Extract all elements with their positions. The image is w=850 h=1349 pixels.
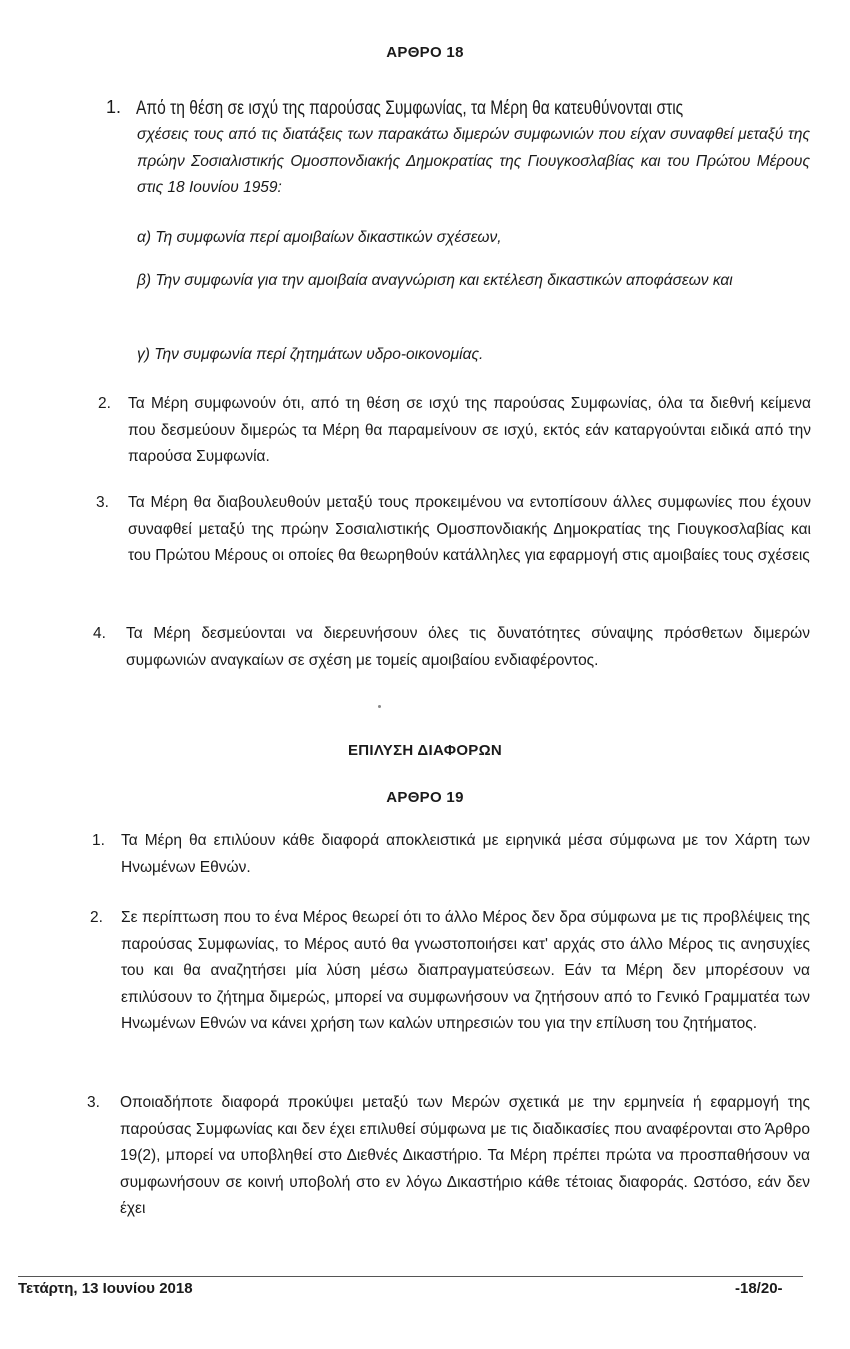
art18-item-a: α) Τη συμφωνία περί αμοιβαίων δικαστικών σχέσεων, bbox=[137, 229, 502, 246]
art18-para-4 bbox=[93, 621, 810, 674]
art19-para-3-number: 3. bbox=[87, 1094, 100, 1111]
art18-para-2-text: Τα Μέρη συμφωνούν ότι, από τη θέση σε ισχύ της παρούσας Συμφωνίας, όλα τα διεθνή κείμενα που δεσμεύουν διμερώς τα Μέρη θα παραμείνουν σε ισχύ, εκτός εάν καταργούνται ειδικά από την παρούσα Συμφωνία. bbox=[128, 395, 811, 465]
art18-item-b: β) Την συμφωνία για την αμοιβαία αναγνώριση και εκτέλεση δικαστικών αποφάσεων και bbox=[137, 272, 733, 289]
art18-para-1-lead: Από τη θέση σε ισχύ της παρούσας Συμφωνίας, τα Μέρη θα κατευθύνονται στις bbox=[136, 98, 684, 119]
art19-para-1-text: Τα Μέρη θα επιλύουν κάθε διαφορά αποκλειστικά με ειρηνικά μέσα σύμφωνα με τον Χάρτη των Ηνωμένων Εθνών. bbox=[121, 832, 810, 876]
art18-para-3-number: 3. bbox=[96, 494, 109, 511]
art19-para-2 bbox=[90, 905, 810, 1038]
art18-para-4-number: 4. bbox=[93, 625, 106, 642]
art18-para-3 bbox=[96, 490, 811, 570]
art18-item-c: γ) Την συμφωνία περί ζητημάτων υδρο-οικονομίας. bbox=[137, 346, 484, 363]
art18-para-2-number: 2. bbox=[98, 395, 111, 412]
article-19-title: ΑΡΘΡΟ 19 bbox=[386, 789, 464, 806]
art18-para-1-number: 1. bbox=[106, 97, 122, 117]
art18-para-1-text: σχέσεις τους από τις διατάξεις των παρακάτω διμερών συμφωνιών που είχαν συναφθεί μεταξύ της πρώην Σοσιαλιστικής Ομοσπονδιακής Δημοκρατίας της Γιουγκοσλαβίας και του Πρώτου Μέρους στις 18 Ιουνίου 1959: bbox=[137, 126, 810, 196]
art19-para-3 bbox=[87, 1090, 810, 1223]
article-18-title: ΑΡΘΡΟ 18 bbox=[386, 44, 464, 61]
art18-para-1-body bbox=[137, 122, 810, 202]
footer-page-number: -18/20- bbox=[735, 1280, 783, 1297]
art19-para-3-text: Οποιαδήποτε διαφορά προκύψει μεταξύ των Μερών σχετικά με την ερμηνεία ή εφαρμογή της παρούσας Συμφωνίας και δεν έχει επιλυθεί σύμφωνα με τις διαδικασίες που αναφέρονται στο Άρθρο 19(2), μπορεί να υποβληθεί στο Διεθνές Δικαστήριο. Τα Μέρη πρέπει πρώτα να προσπαθήσουν να συμφωνήσουν σε κοινή υποβολή στο εν λόγω Δικαστήριο κάθε τέτοιας διαφοράς. Ωστόσο, εάν δεν έχει bbox=[120, 1094, 810, 1217]
art19-para-1-number: 1. bbox=[92, 832, 105, 849]
footer-date: Τετάρτη, 13 Ιουνίου 2018 bbox=[18, 1280, 193, 1297]
scan-speck bbox=[378, 705, 381, 708]
footer-rule bbox=[18, 1276, 803, 1277]
art18-para-4-text: Τα Μέρη δεσμεύονται να διερευνήσουν όλες τις δυνατότητες σύναψης πρόσθετων διμερών συμφωνιών αναγκαίων σε σχέση με τομείς αμοιβαίου ενδιαφέροντος. bbox=[126, 625, 810, 669]
art18-para-3-text: Τα Μέρη θα διαβουλευθούν μεταξύ τους προκειμένου να εντοπίσουν άλλες συμφωνίες που έχουν συναφθεί μεταξύ της πρώην Σοσιαλιστικής Ομοσπονδιακής Δημοκρατίας της Γιουγκοσλαβίας και του Πρώτου Μέρους οι οποίες θα θεωρηθούν κατάλληλες για εφαρμογή στις αμοιβαίες τους σχέσεις bbox=[128, 494, 811, 564]
art18-para-2 bbox=[98, 391, 811, 471]
section-title: ΕΠΙΛΥΣΗ ΔΙΑΦΟΡΩΝ bbox=[347, 742, 503, 759]
art19-para-2-number: 2. bbox=[90, 909, 103, 926]
art19-para-2-text: Σε περίπτωση που το ένα Μέρος θεωρεί ότι το άλλο Μέρος δεν δρα σύμφωνα με τις προβλέψεις της παρούσας Συμφωνίας, το Μέρος αυτό θα γνωστοποιήσει κατ' αρχάς στο άλλο Μέρος τις ανησυχίες του και θα αναζητήσει μία λύση μέσω διαπραγματεύσεων. Εάν τα Μέρη δεν μπορέσουν να επιλύσουν το ζήτημα διμερώς, μπορεί να συμφωνήσουν να ζητήσουν από το Γενικό Γραμματέα των Ηνωμένων Εθνών να κάνει χρήση των καλών υπηρεσιών του για την επίλυση του ζητήματος. bbox=[121, 909, 810, 1032]
art19-para-1 bbox=[92, 828, 810, 881]
